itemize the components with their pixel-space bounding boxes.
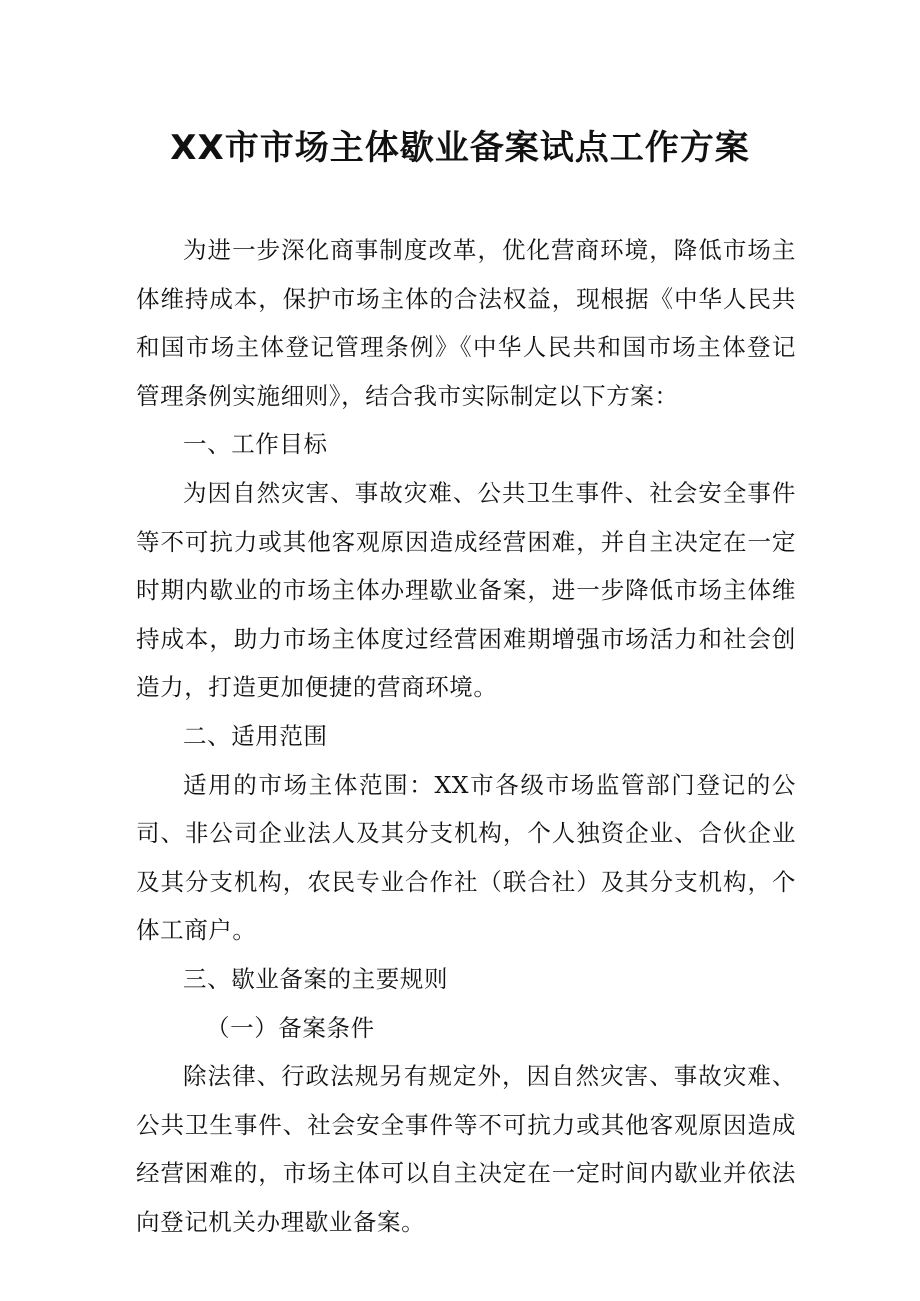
goals-paragraph: 为因自然灾害、事故灾难、公共卫生事件、社会安全事件等不可抗力或其他客观原因造成经营困难，并自主决定在一定时期内歇业的市场主体办理歇业备案，进一步降低市场主体维持成本，助力市场主体度过经营困难期增强市场活力和社会创造力，打造更加便捷的营商环境。 xyxy=(136,478,796,702)
conditions-paragraph: 除法律、行政法规另有规定外，因自然灾害、事故灾难、公共卫生事件、社会安全事件等不可抗力或其他客观原因造成经营困难的，市场主体可以自主决定在一定时间内歇业并依法向登记机关办理歇业备案。 xyxy=(136,1062,796,1236)
section-heading-goals: 一、工作目标 xyxy=(183,430,328,459)
intro-paragraph: 为进一步深化商事制度改革，优化营商环境，降低市场主体维持成本，保护市场主体的合法权益，现根据《中华人民共和国市场主体登记管理条例》《中华人民共和国市场主体登记管理条例实施细则》，结合我市实际制定以下方案： xyxy=(136,236,796,410)
scope-paragraph: 适用的市场主体范围：XX市各级市场监管部门登记的公司、非公司企业法人及其分支机构，个人独资企业、合伙企业及其分支机构，农民专业合作社（联合社）及其分支机构，个体工商户。 xyxy=(136,770,796,945)
subsection-heading-conditions: （一）备案条件 xyxy=(206,1013,375,1042)
section-heading-scope: 二、适用范围 xyxy=(183,721,328,750)
section-heading-rules: 三、歇业备案的主要规则 xyxy=(183,964,449,993)
document-body xyxy=(136,226,796,1246)
document-title: XX市市场主体歇业备案试点工作方案 xyxy=(170,128,750,168)
